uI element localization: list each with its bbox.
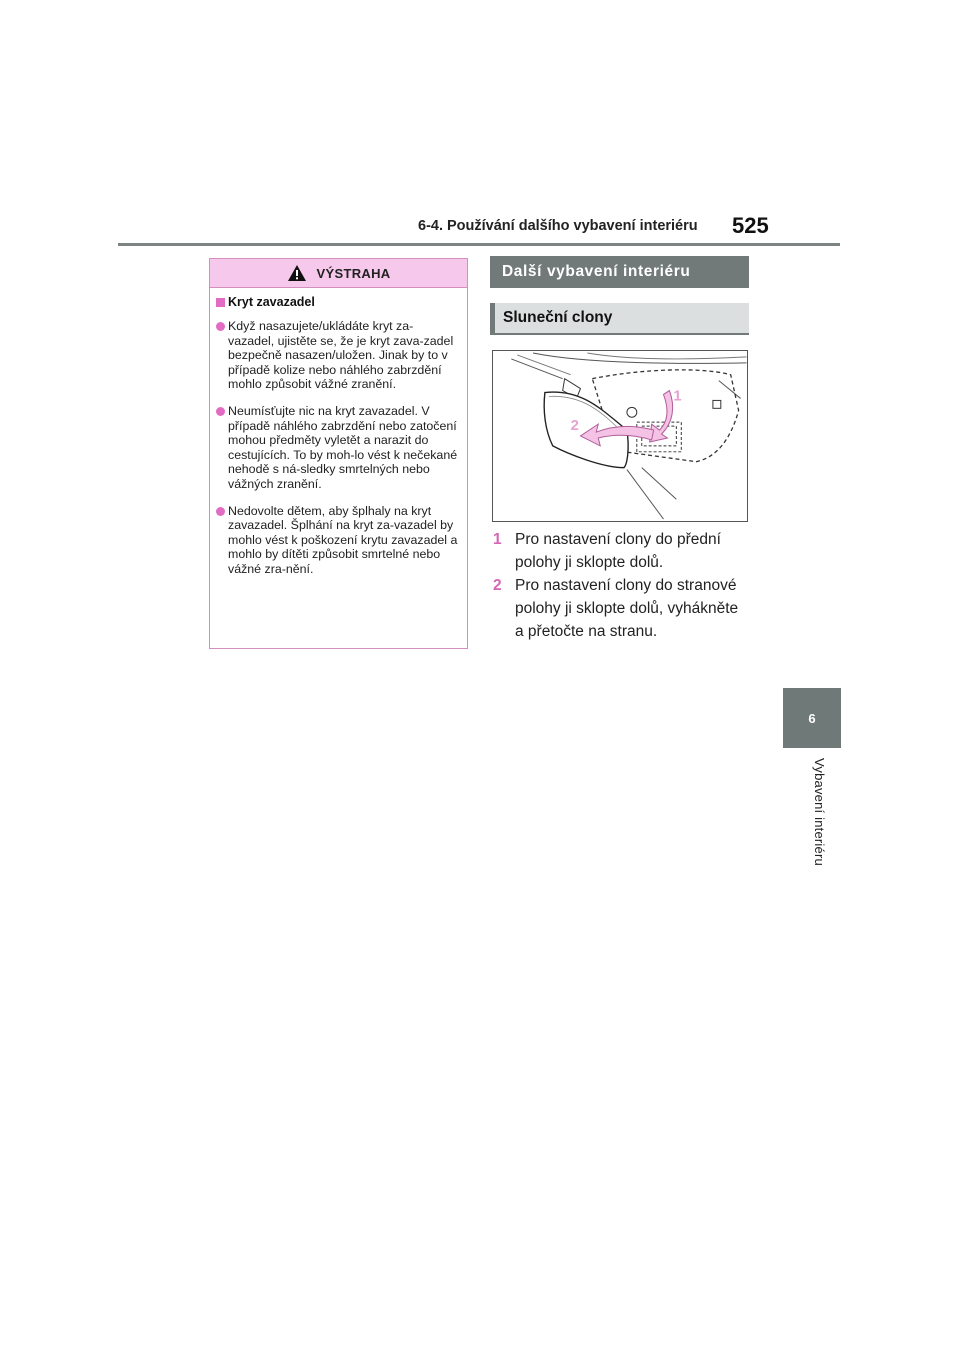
- callout-1: 1: [673, 388, 682, 405]
- step-text: Pro nastavení clony do přední polohy ji sklopte dolů.: [515, 531, 721, 571]
- sun-visor-drawing: [493, 351, 747, 521]
- page-number: 525: [732, 213, 769, 238]
- warning-triangle-icon: [287, 264, 307, 282]
- warning-item-text: Nedovolte dětem, aby šplhaly na kryt zavazadel. Šplhání na kryt za-vazadel by mohlo vést k poškození krytu zavazadel a mohlo by dítěti způsobit smrtelné nebo vážné zra-nění.: [228, 503, 458, 576]
- step-number: 1: [493, 531, 502, 548]
- chapter-label: Vybavení interiéru: [812, 758, 827, 866]
- subsection-title: Sluneční clony: [490, 303, 749, 335]
- warning-item: [216, 504, 459, 577]
- square-bullet-icon: [216, 298, 225, 307]
- warning-header: [210, 259, 467, 288]
- section-title: Další vybavení interiéru: [490, 256, 749, 288]
- warning-item-text: Když nasazujete/ukládáte kryt za-vazadel, ujistěte se, že je kryt zava-zadel bezpečně nasazen/uložen. Jinak by to v případě kolize nebo náhlého zabrzdění mohlo způsobit vážné zranění.: [228, 319, 454, 392]
- bullet-dot-icon: [216, 507, 225, 516]
- step-text: Pro nastavení clony do stranové polohy ji sklopte dolů, vyhákněte a přetočte na stranu.: [515, 577, 739, 640]
- step-number: 2: [493, 577, 502, 594]
- header-rule: [118, 243, 840, 246]
- warning-body: [210, 288, 467, 577]
- chapter-number: 6: [808, 710, 816, 726]
- warning-heading-text: Kryt zavazadel: [228, 295, 315, 309]
- bullet-dot-icon: [216, 322, 225, 331]
- warning-item: [216, 404, 459, 492]
- warning-box: [209, 258, 468, 649]
- warning-title: VÝSTRAHA: [316, 265, 391, 281]
- chapter-tab: [783, 688, 841, 748]
- callout-2: 2: [570, 418, 579, 435]
- warning-item: [216, 319, 459, 392]
- bullet-dot-icon: [216, 407, 225, 416]
- warning-item-text: Neumísťujte nic na kryt zavazadel. V případě náhlého zabrzdění nebo zatočení mohou předměty vyletět a narazit do cestujících. To by moh-lo vést k nečekané nehodě s ná-sledky smrtelných nebo vážných zranění.: [228, 403, 458, 491]
- step-2: [493, 574, 751, 643]
- header-section-title: 6-4. Používání dalšího vybavení interiéru: [418, 218, 698, 234]
- warning-heading: [216, 295, 459, 309]
- step-1: [493, 528, 751, 574]
- sun-visor-illustration: [492, 350, 748, 522]
